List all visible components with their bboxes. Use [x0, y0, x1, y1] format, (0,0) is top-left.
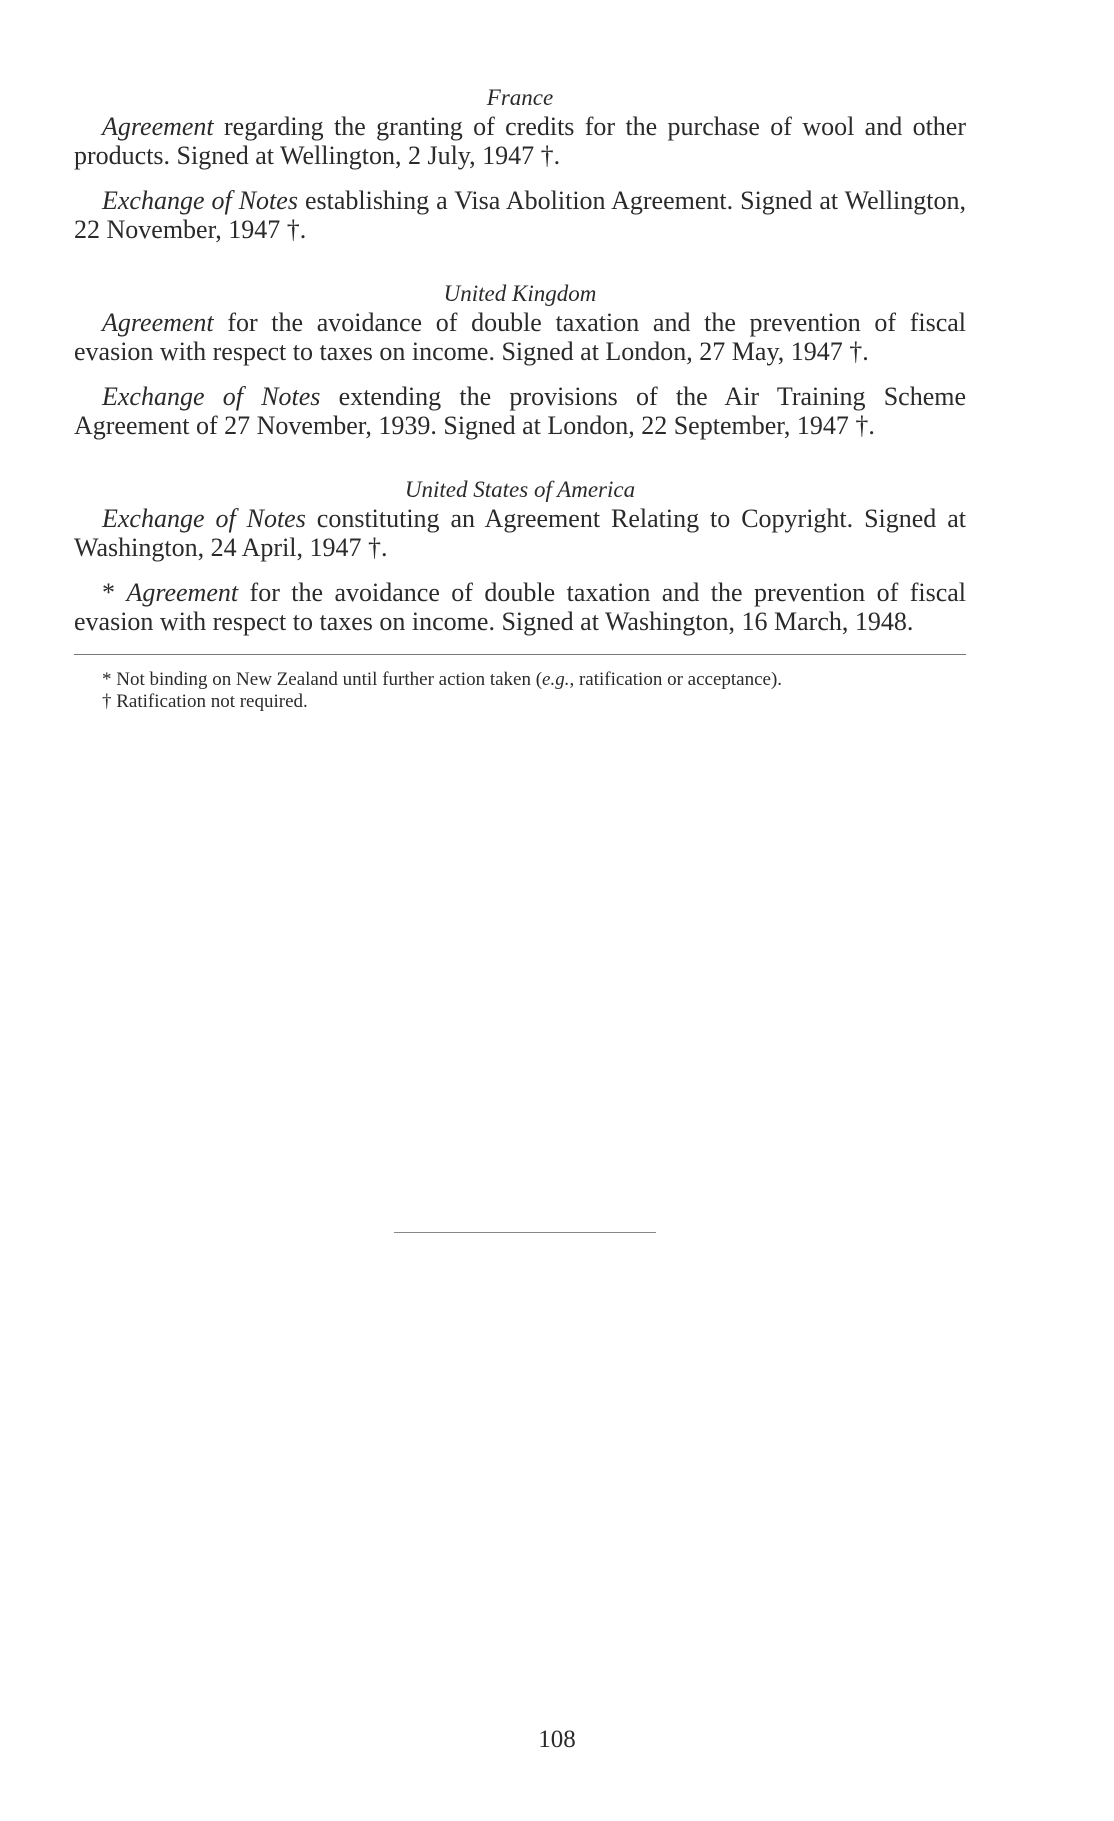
- entry-text: regarding the granting of credits for the purchase of wool and other products. Signed at Wellington, 2 July, 1947 †.: [74, 112, 966, 170]
- entry-lead: Exchange of Notes: [102, 504, 306, 533]
- footnote-italic: e.g.: [542, 669, 570, 690]
- entry-lead: Agreement: [102, 112, 214, 141]
- section-heading-france: France: [486, 85, 554, 110]
- entry-lead: Agreement: [126, 578, 239, 607]
- footnote-dagger: † Ratification not required.: [102, 691, 308, 712]
- end-divider: [394, 1232, 656, 1233]
- entry-text: extending the provisions of the Air Training Scheme Agreement of 27 November, 1939. Signed at London, 22 September, 1947 †.: [74, 382, 966, 440]
- section-heading-united-states: United States of America: [404, 477, 636, 502]
- footnote-text: * Not binding on New Zealand until further action taken (: [102, 669, 543, 690]
- entry-usa-exchange: [74, 504, 966, 562]
- entry-text: establishing a Visa Abolition Agreement. Signed at Wellington, 22 November, 1947 †.: [74, 186, 967, 244]
- entry-lead: Exchange of Notes: [102, 186, 298, 215]
- entry-text: for the avoidance of double taxation and the prevention of fiscal evasion with respect to taxes on income. Signed at Washington, 16 March, 1948.: [74, 578, 966, 636]
- section-heading-united-kingdom: United Kingdom: [443, 281, 597, 306]
- page-number: 108: [538, 1726, 576, 1753]
- entry-france-agreement: [74, 112, 966, 170]
- entry-france-exchange: [74, 186, 966, 244]
- footnote-asterisk: [74, 669, 966, 691]
- entry-uk-agreement: [74, 308, 966, 366]
- footnote-divider: [74, 654, 966, 655]
- entry-text: constituting an Agreement Relating to Copyright. Signed at Washington, 24 April, 1947 †.: [74, 504, 967, 562]
- entry-lead: Exchange of Notes: [102, 382, 321, 411]
- entry-text: for the avoidance of double taxation and the prevention of fiscal evasion with respect to taxes on income. Signed at London, 27 May, 1947 †.: [74, 308, 966, 366]
- entry-usa-agreement: [74, 578, 966, 636]
- entry-lead: Agreement: [102, 308, 214, 337]
- footnote-text: , ratification or acceptance).: [569, 669, 783, 690]
- footnote-marker: *: [102, 578, 127, 607]
- entry-uk-exchange: [74, 382, 966, 440]
- document-page: [74, 84, 966, 713]
